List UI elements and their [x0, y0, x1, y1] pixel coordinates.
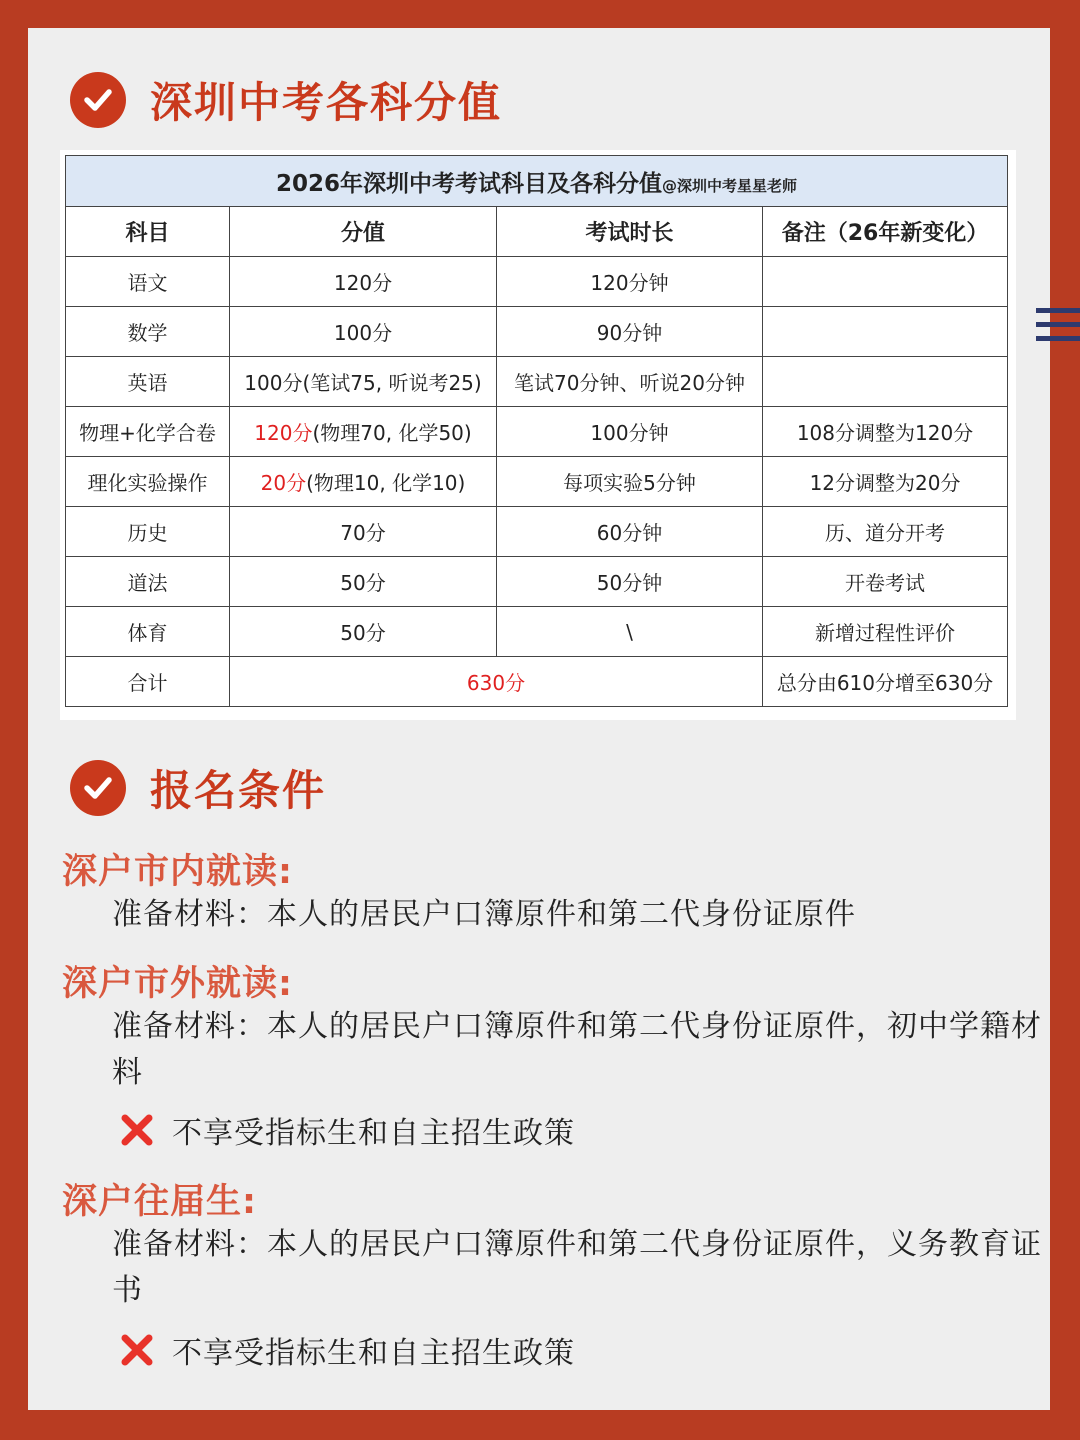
score-main: 120分: [254, 421, 313, 445]
remark-cell: 108分调整为120分: [763, 407, 1008, 457]
score-main: 50分: [340, 571, 386, 595]
remark-cell: [763, 357, 1008, 407]
duration-cell: 每项实验5分钟: [497, 457, 763, 507]
score-table: [65, 155, 1008, 707]
score-main: 70分: [340, 521, 386, 545]
group-label: 深户市外就读:: [62, 964, 293, 1004]
policy-warning: [118, 1108, 575, 1152]
subject-cell: 英语: [66, 357, 230, 407]
remark-cell: [763, 307, 1008, 357]
table-row: [66, 307, 1008, 357]
total-remark: 总分由610分增至630分: [763, 657, 1008, 707]
table-title: [66, 156, 1008, 207]
remark-cell: 历、道分开考: [763, 507, 1008, 557]
table-title-text: 2026年深圳中考考试科目及各科分值: [276, 170, 663, 197]
score-cell: [230, 457, 497, 507]
score-note: (物理10, 化学10): [306, 471, 466, 495]
score-main: 100分: [333, 321, 393, 345]
score-cell: [230, 357, 497, 407]
warning-text: 不享受指标生和自主招生政策: [172, 1336, 575, 1371]
watermark: @深圳中考星星老师: [662, 176, 798, 195]
group-material: 准备材料：本人的居民户口簿原件和第二代身份证原件，义务教育证书: [112, 1227, 1042, 1308]
subject-cell: 历史: [66, 507, 230, 557]
subject-cell: 物理+化学合卷: [66, 407, 230, 457]
warning-text: 不享受指标生和自主招生政策: [172, 1116, 575, 1151]
group-material: 准备材料：本人的居民户口簿原件和第二代身份证原件，初中学籍材料: [112, 1009, 1042, 1090]
duration-cell: 60分钟: [497, 507, 763, 557]
duration-cell: 笔试70分钟、听说20分钟: [497, 357, 763, 407]
check-circle-icon: [70, 760, 126, 816]
score-note: (笔试75, 听说考25): [302, 371, 482, 395]
duration-cell: 120分钟: [497, 257, 763, 307]
subject-cell: 语文: [66, 257, 230, 307]
score-cell: [230, 507, 497, 557]
column-header: 科目: [66, 207, 230, 257]
table-row: [66, 457, 1008, 507]
subject-cell: 数学: [66, 307, 230, 357]
table-row: [66, 357, 1008, 407]
score-main: 100分: [244, 371, 303, 395]
group-label: 深户往届生:: [62, 1182, 257, 1222]
x-mark-icon: [118, 1111, 156, 1149]
score-table-container: [60, 150, 1016, 720]
duration-cell: 90分钟: [497, 307, 763, 357]
menu-icon[interactable]: [1036, 308, 1080, 344]
score-main: 120分: [333, 271, 393, 295]
score-main: 20分: [260, 471, 307, 495]
subject-cell: 理化实验操作: [66, 457, 230, 507]
table-row: [66, 557, 1008, 607]
remark-cell: 开卷考试: [763, 557, 1008, 607]
total-label: 合计: [66, 657, 230, 707]
policy-warning: [118, 1328, 575, 1372]
group-label: 深户市内就读:: [62, 852, 293, 892]
table-row: [66, 407, 1008, 457]
total-row: [66, 657, 1008, 707]
table-row: [66, 607, 1008, 657]
column-header: 备注（26年新变化）: [763, 207, 1008, 257]
section-title: 深圳中考各科分值: [150, 78, 503, 127]
score-cell: [230, 557, 497, 607]
total-value: 630分: [230, 657, 763, 707]
score-cell: [230, 257, 497, 307]
column-header: 分值: [230, 207, 497, 257]
remark-cell: 新增过程性评价: [763, 607, 1008, 657]
score-note: (物理70, 化学50): [312, 421, 472, 445]
x-mark-icon: [118, 1331, 156, 1369]
content-card: [28, 28, 1050, 1410]
check-circle-icon: [70, 72, 126, 128]
duration-cell: \: [497, 607, 763, 657]
duration-cell: 50分钟: [497, 557, 763, 607]
remark-cell: 12分调整为20分: [763, 457, 1008, 507]
score-cell: [230, 607, 497, 657]
score-cell: [230, 407, 497, 457]
table-row: [66, 507, 1008, 557]
score-main: 50分: [340, 621, 386, 645]
section-heading-scores: [70, 70, 502, 130]
table-header-row: [66, 207, 1008, 257]
table-row: [66, 257, 1008, 307]
remark-cell: [763, 257, 1008, 307]
duration-cell: 100分钟: [497, 407, 763, 457]
subject-cell: 体育: [66, 607, 230, 657]
subject-cell: 道法: [66, 557, 230, 607]
section-heading-registration: [70, 758, 326, 818]
section-title: 报名条件: [150, 766, 327, 815]
group-material: 准备材料：本人的居民户口簿原件和第二代身份证原件: [112, 897, 856, 932]
score-cell: [230, 307, 497, 357]
column-header: 考试时长: [497, 207, 763, 257]
